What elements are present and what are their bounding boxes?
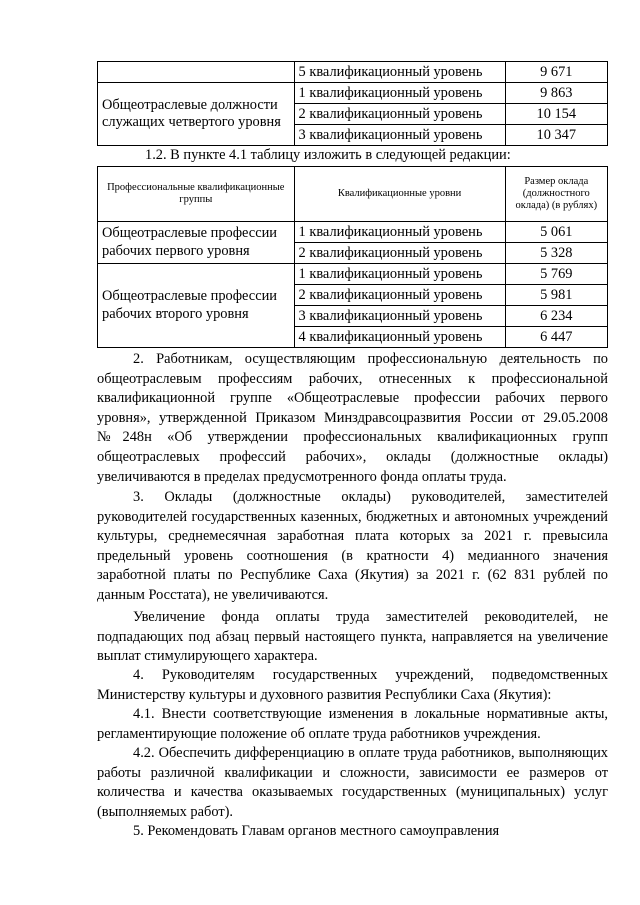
paragraph-4-2: 4.2. Обеспечить дифференциацию в оплате труда работников, выполняющих работы различной квалификации и сложности, зависимости ее размеров от количества и качества оказываемых государственных (муниципальных) услуг (выполняемых работ). [97, 745, 608, 820]
level-cell: 3 квалификационный уровень [294, 306, 505, 327]
salary-table-continued [97, 61, 608, 146]
group-cell-empty [98, 62, 295, 83]
table-row [98, 83, 608, 104]
level-cell: 2 квалификационный уровень [294, 285, 505, 306]
group-cell: Общеотраслевые профессии рабочих второго уровня [98, 264, 295, 348]
salary-cell: 6 447 [505, 327, 607, 348]
level-cell: 2 квалификационный уровень [294, 243, 505, 264]
salary-cell: 10 347 [505, 125, 607, 146]
level-cell: 1 квалификационный уровень [294, 222, 505, 243]
header-groups: Профессиональные квалификационные группы [98, 167, 295, 222]
salary-cell: 5 061 [505, 222, 607, 243]
level-cell: 5 квалификационный уровень [294, 62, 505, 83]
salary-cell: 9 671 [505, 62, 607, 83]
table-row [98, 62, 608, 83]
paragraph-3: 3. Оклады (должностные оклады) руководителей, заместителей руководителей государственных казенных, бюджетных и автономных учреждений культуры, среднемесячная заработная плата которых за 2021 г. превысила предельный уровень соотношения (в кратности 4) медианного значения заработной платы по Республике Саха (Якутия) за 2021 г. (62 831 рублей по данным Росстата), не увеличиваются. [97, 489, 608, 603]
table-row [98, 264, 608, 285]
level-cell: 3 квалификационный уровень [294, 125, 505, 146]
table-row [98, 222, 608, 243]
paragraph-4-1: 4.1. Внести соответствующие изменения в локальные нормативные акты, регламентирующие положение об оплате труда работников учреждения. [97, 706, 608, 742]
header-levels: Квалификационные уровни [294, 167, 505, 222]
salary-cell: 5 328 [505, 243, 607, 264]
paragraph-2: 2. Работникам, осуществляющим профессиональную деятельность по общеотраслевым профессиям рабочих, отнесенных к профессиональной квалификационной группе «Общеотраслевые профессии рабочих первого уровня», утвержденной Приказом Минздравсоцразвития России от 29.05.2008 №248н «Об утверждении профессиональных квалификационных групп общеотраслевых профессий рабочих», оклады (должностные оклады) увеличиваются в пределах предусмотренного фонда оплаты труда. [97, 351, 608, 485]
salary-cell: 5 981 [505, 285, 607, 306]
paragraph-5: 5. Рекомендовать Главам органов местного самоуправления [133, 823, 500, 839]
table-caption: 1.2. В пункте 4.1 таблицу изложить в следующей редакции: [145, 147, 511, 163]
salary-cell: 9 863 [505, 83, 607, 104]
paragraph-3-continued: Увеличение фонда оплаты труда заместителей реководителей, не подпадающих под абзац первый настоящего пункта, направляется на увеличение выплат стимулирующего характера. [97, 609, 608, 665]
header-salary: Размер оклада (должностного оклада) (в рублях) [505, 167, 607, 222]
salary-cell: 5 769 [505, 264, 607, 285]
salary-table-workers [97, 166, 608, 348]
salary-cell: 10 154 [505, 104, 607, 125]
group-cell: Общеотраслевые профессии рабочих первого уровня [98, 222, 295, 264]
level-cell: 1 квалификационный уровень [294, 264, 505, 285]
group-cell: Общеотраслевые должности служащих четвертого уровня [98, 83, 295, 146]
salary-cell: 6 234 [505, 306, 607, 327]
table-header-row [98, 167, 608, 222]
level-cell: 2 квалификационный уровень [294, 104, 505, 125]
level-cell: 1 квалификационный уровень [294, 83, 505, 104]
level-cell: 4 квалификационный уровень [294, 327, 505, 348]
paragraph-4: 4. Руководителям государственных учреждений, подведомственных Министерству культуры и духовного развития Республики Саха (Якутия): [97, 667, 608, 703]
